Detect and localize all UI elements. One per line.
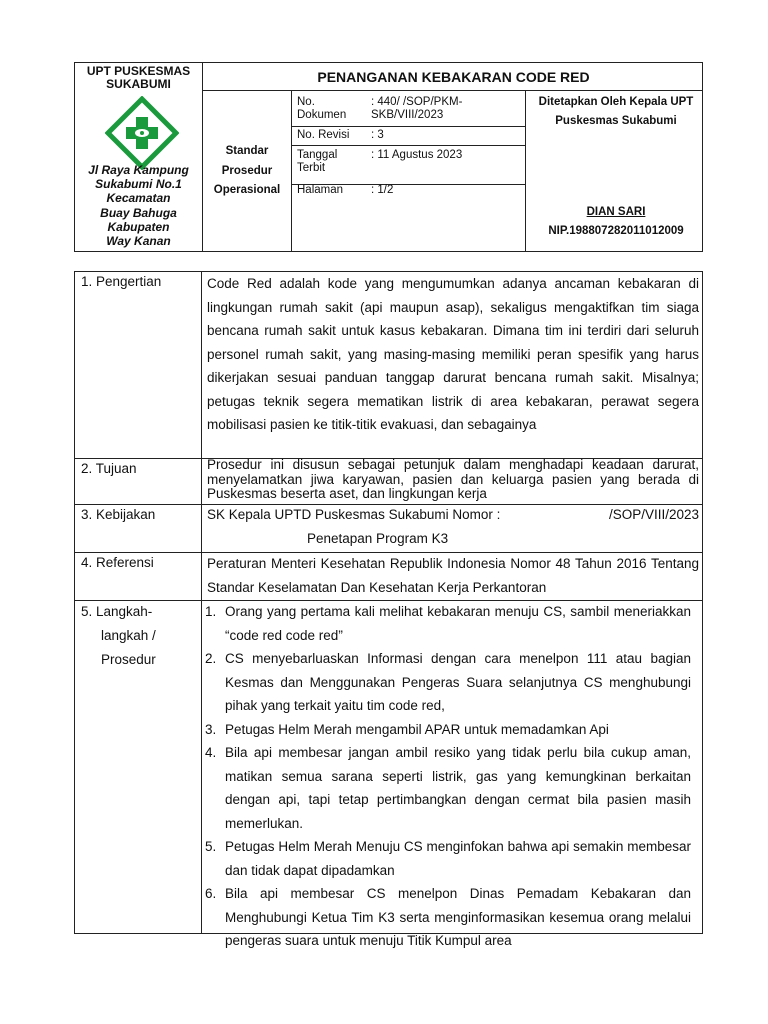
- sop-label: Standar Prosedur Operasional: [213, 145, 281, 197]
- kebijakan-program: Penetapan Program K3: [307, 531, 449, 546]
- approver-nip: NIP.198807282011012009: [548, 225, 684, 237]
- revision-label: No. Revisi: [297, 129, 350, 141]
- page-value: : 1/2: [371, 184, 394, 196]
- doc-number-label: No. Dokumen: [297, 96, 347, 121]
- section-label-tujuan: 2. Tujuan: [81, 461, 137, 476]
- kebijakan-sop-number: /SOP/VIII/2023: [608, 507, 699, 522]
- divider: [291, 145, 525, 146]
- procedure-steps: [205, 600, 691, 953]
- list-item: 5. Petugas Helm Merah Menuju CS menginfokan bahwa api semakin membesar dan tidak dapat dipadamkan: [205, 839, 691, 878]
- list-item: 1. Orang yang pertama kali melihat kebakaran menuju CS, sambil meneriakkan “code red code red”: [205, 604, 691, 643]
- section-text-kebijakan: [207, 503, 699, 551]
- approval-title: Ditetapkan Oleh Kepala UPT Puskesmas Sukabumi: [538, 96, 694, 127]
- section-text-referensi: Peraturan Menteri Kesehatan Republik Indonesia Nomor 48 Tahun 2016 Tentang Standar Keselamatan Dan Kesehatan Kerja Perkantoran: [207, 556, 699, 595]
- list-item: 3. Petugas Helm Merah mengambil APAR untuk memadamkan Api: [205, 721, 609, 737]
- divider: [201, 272, 202, 933]
- section-text-tujuan: Prosedur ini disusun sebagai petunjuk dalam menghadapi keadaan darurat, menyelamatkan jiwa karyawan, pasien dan keluarga pasien yang berada di Puskesmas beserta aset, dan lingkungan kerja: [207, 457, 699, 501]
- organization-name: UPT PUSKESMAS SUKABUMI: [86, 64, 191, 91]
- section-text-pengertian: Code Red adalah kode yang mengumumkan adanya ancaman kebakaran di lingkungan rumah sakit (api maupun asap), sekaligus mengaktifkan tim siaga bencana rumah sakit untuk kasus kebakaran. Dimana tim ini terdiri dari seluruh personel rumah sakit, yang masing-masing memiliki peran spesifik yang harus dikerjakan sesuai panduan tanggap darurat bencana rumah sakit. Misalnya; petugas teknik segera mematikan listrik di area kebakaran, perawat segera mobilisasi pasien ke titik-titik evakuasi, dan sebagainya: [207, 276, 699, 432]
- revision-value: : 3: [371, 129, 384, 141]
- section-label-referensi: 4. Referensi: [81, 555, 154, 570]
- organization-address: Jl Raya Kampung Sukabumi No.1 Kecamatan Buay Bahuga Kabupaten Way Kanan: [88, 163, 189, 249]
- section-label-pengertian: 1. Pengertian: [81, 274, 162, 289]
- list-item: 2. CS menyebarluaskan Informasi dengan cara menelpon 111 atau bagian Kesmas dan Menggunakan Pengeras Suara selanjutnya CS menghubungi pihak yang terkait yaitu tim code red,: [205, 651, 691, 713]
- list-item: 6. Bila api membesar CS menelpon Dinas Pemadam Kebakaran dan Menghubungi Ketua Tim K3 serta menginformasikan kesemua orang melalui pengeras suara untuk menuju Titik Kumpul area: [205, 886, 691, 948]
- section-label-kebijakan: 3. Kebijakan: [81, 507, 156, 522]
- divider: [291, 91, 292, 251]
- divider: [291, 126, 525, 127]
- document-title: PENANGANAN KEBAKARAN CODE RED: [317, 68, 590, 85]
- document-header: [74, 62, 703, 252]
- issue-date-label: Tanggal Terbit: [297, 149, 338, 174]
- logo-emblem-dot: [140, 131, 144, 135]
- doc-number-value: : 440/ /SOP/PKM-SKB/VIII/2023: [371, 96, 463, 121]
- puskesmas-logo: [105, 96, 179, 170]
- page-label: Halaman: [297, 184, 344, 196]
- divider: [525, 91, 526, 251]
- approver-name: DIAN SARI: [586, 206, 646, 218]
- section-label-langkah: 5. Langkah- langkah / Prosedur: [81, 604, 156, 667]
- procedure-table: [74, 271, 703, 948]
- list-item: 4. Bila api membesar jangan ambil resiko yang tidak perlu bila cukup aman, matikan semua sarana seperti listrik, gas yang kemungkinan berkaitan dengan api, tapi tetap pertimbangkan dengan cermat bila pasien masih memerlukan.: [205, 745, 691, 831]
- kebijakan-sk: SK Kepala UPTD Puskesmas Sukabumi Nomor :: [207, 507, 501, 522]
- issue-date-value: : 11 Agustus 2023: [371, 149, 463, 161]
